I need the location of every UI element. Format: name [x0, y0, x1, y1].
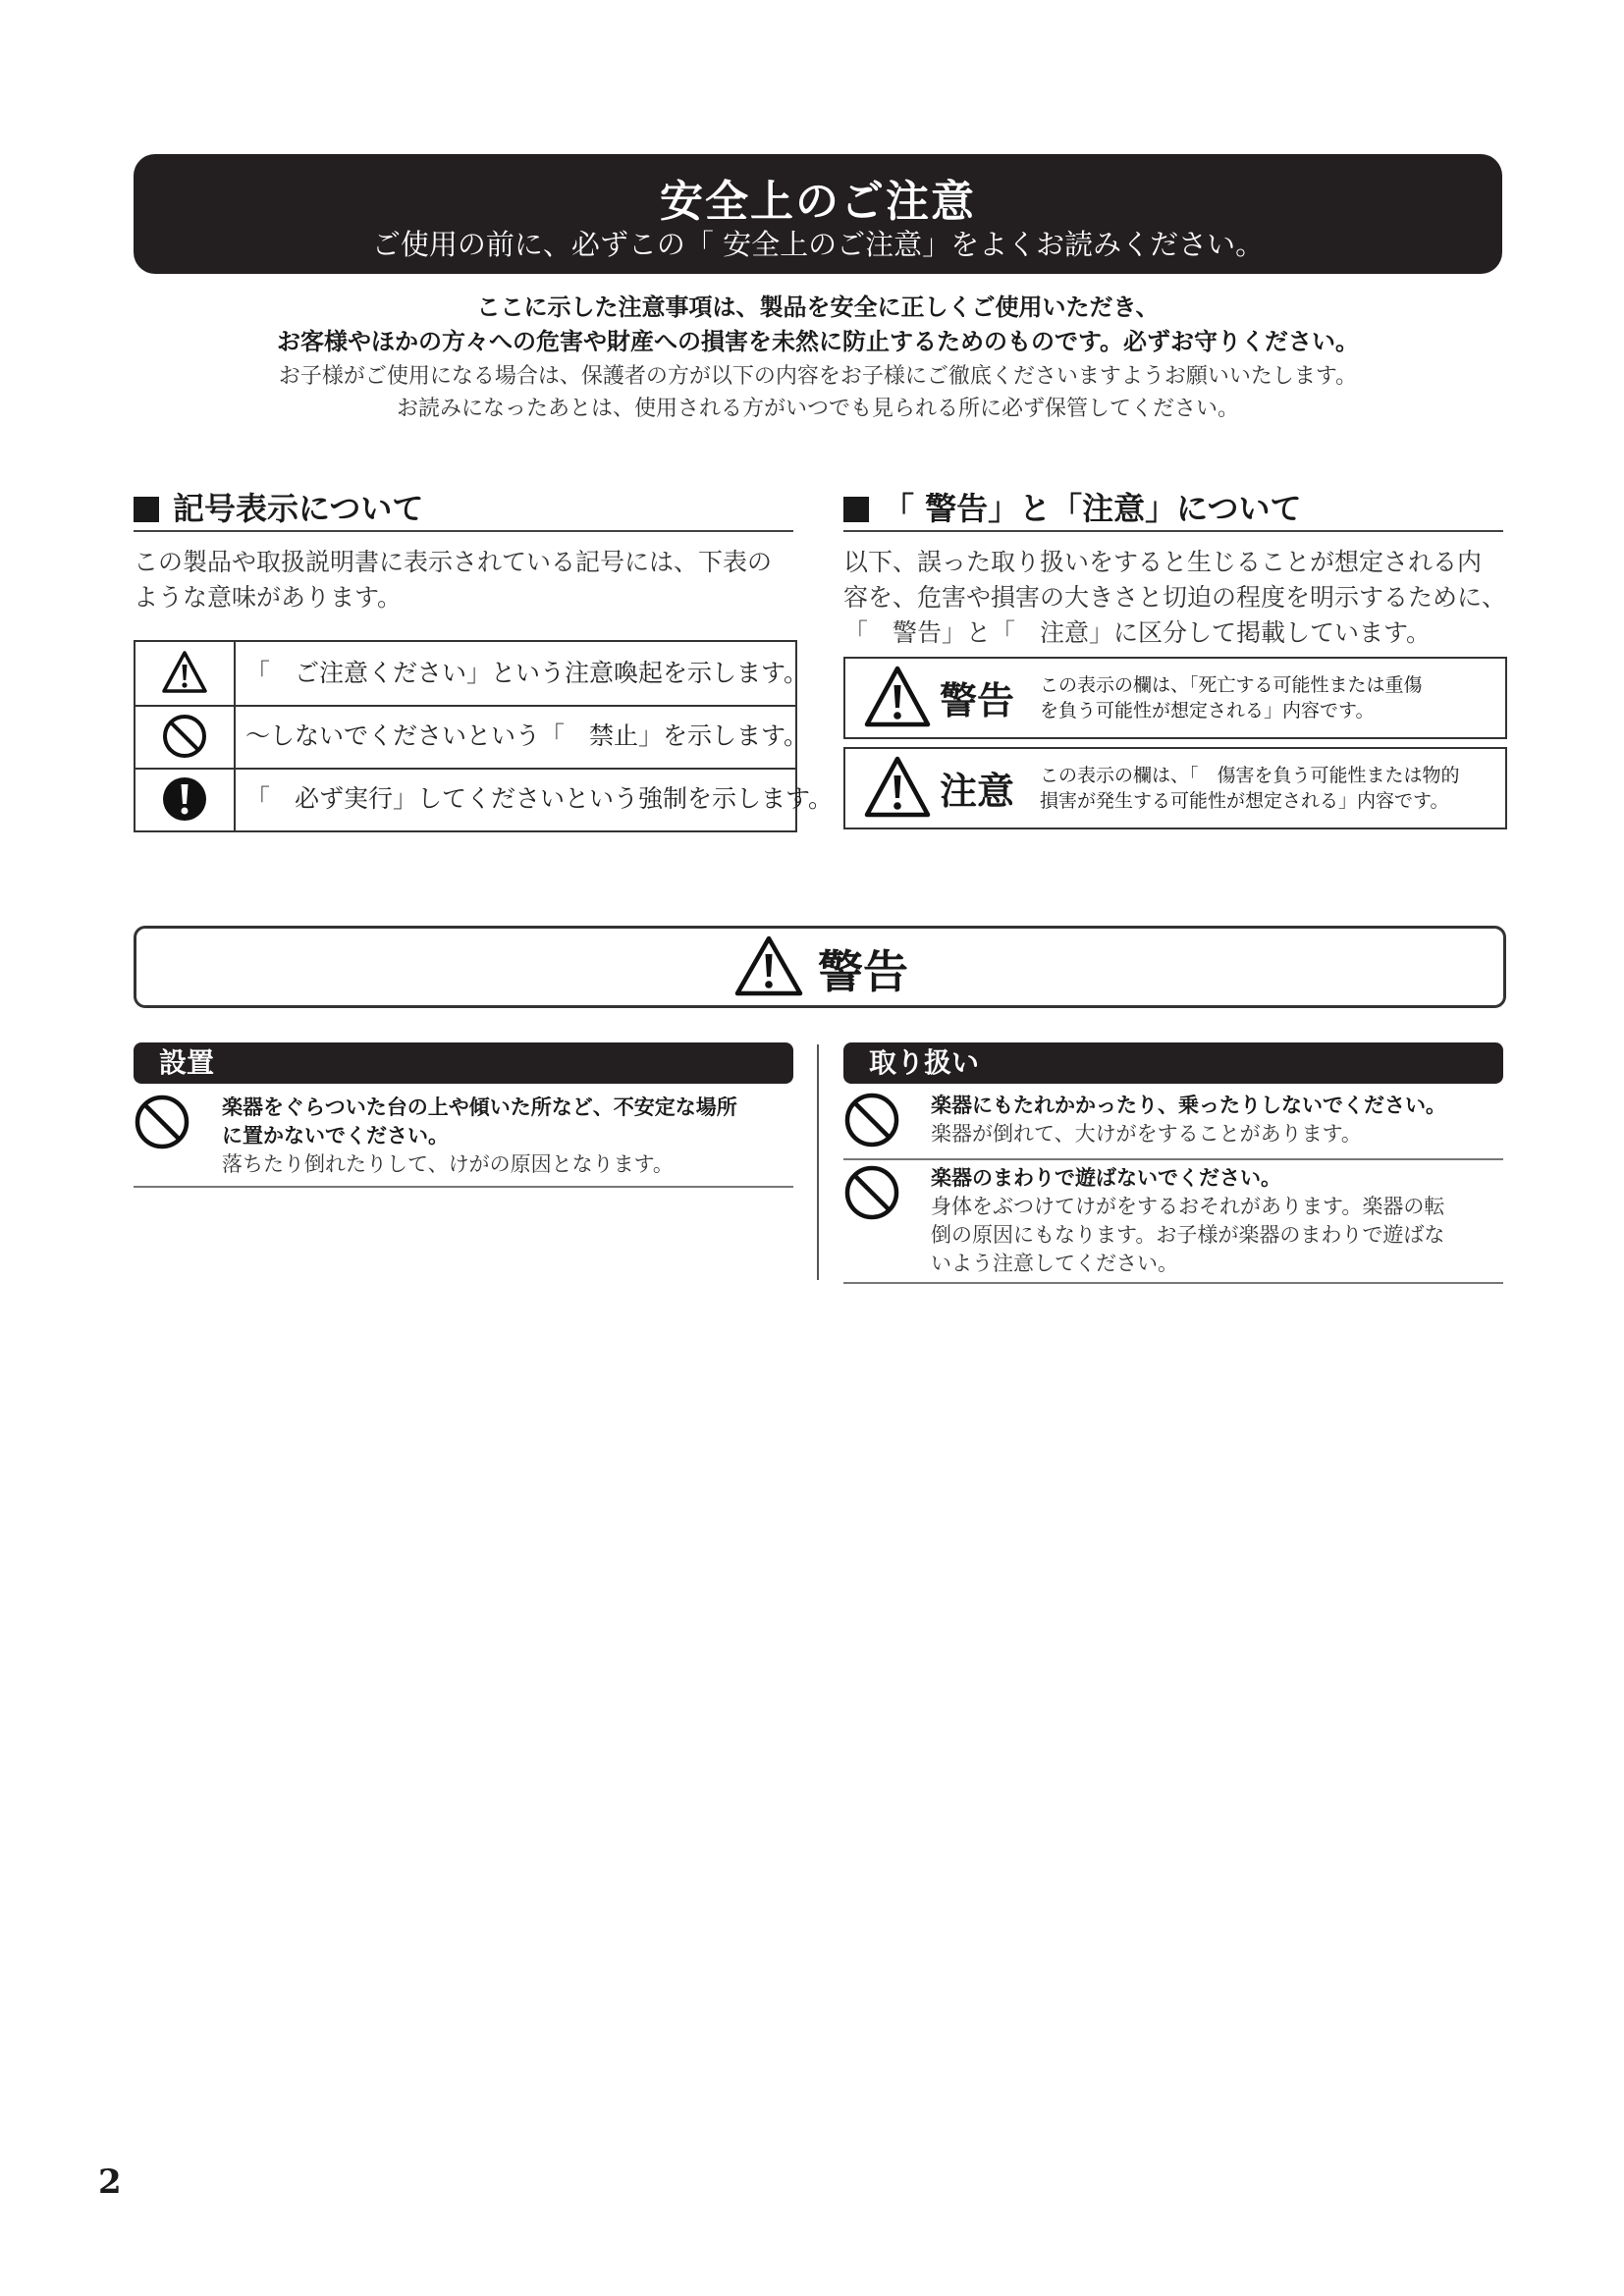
handling-item-1-note: 楽器が倒れて、大けがをすることがあります。 [931, 1122, 1362, 1146]
handling-item-2-note-2: 倒の原因にもなります。お子様が楽器のまわりで遊ばな [931, 1223, 1445, 1247]
caution-desc: この表示の欄は、「 傷害を負う可能性または物的 損害が発生する可能性が想定される」内容です。 [1040, 765, 1460, 812]
warning-triangle-icon [863, 665, 932, 729]
square-bullet-icon [843, 497, 869, 522]
handling-bar: 取り扱い [843, 1042, 1503, 1084]
symbol-row-prohibit [135, 705, 809, 770]
page-title: 安全上のご注意 [660, 177, 976, 227]
symbol-row-mandatory [135, 768, 834, 830]
prohibition-icon [134, 1094, 190, 1150]
installation-bar: 設置 [134, 1042, 793, 1084]
symbol-row-text: 「 必ず実行」してくださいという強制を示します。 [245, 784, 834, 813]
page-number: 2 [98, 2163, 122, 2202]
symbol-row-caution [135, 642, 809, 707]
warning-triangle-icon [161, 650, 208, 695]
divider [134, 1186, 793, 1188]
mandatory-icon [161, 775, 208, 823]
warning-triangle-icon [733, 934, 804, 997]
symbol-row-text: ～しないでくださいという「 禁止」を示します。 [245, 721, 809, 750]
prohibition-icon [161, 713, 208, 760]
intro-line-2: お客様やほかの方々への危害や財産への損害を未然に防止するためのものです。必ずお守りください。 [276, 328, 1360, 355]
installation-item-bold-1: 楽器をぐらついた台の上や傾いた所など、不安定な場所 [222, 1095, 737, 1119]
square-bullet-icon [134, 497, 159, 522]
symbols-desc-line-2: ような意味があります。 [134, 583, 403, 612]
symbol-table [134, 640, 834, 832]
symbols-heading: 記号表示について [134, 487, 793, 532]
warning-caution-heading: 「 警告」と「注意」について [843, 487, 1503, 532]
prohibition-icon [843, 1164, 900, 1221]
caution-label: 注意 [940, 770, 1015, 813]
handling-item-2-note-1: 身体をぶつけてけがをするおそれがあります。楽器の転 [931, 1195, 1445, 1218]
installation-item-bold-2: に置かないでください。 [222, 1124, 449, 1148]
handling-item-1-bold: 楽器にもたれかかったり、乗ったりしないでください。 [931, 1094, 1446, 1117]
wc-desc-line-2: 容を、危害や損害の大きさと切迫の程度を明示するために、 [843, 583, 1507, 612]
symbol-row-text: 「 ご注意ください」という注意喚起を示します。 [245, 659, 809, 687]
prohibition-icon [843, 1092, 900, 1148]
wc-desc-line-1: 以下、誤った取り扱いをすると生じることが想定される内 [843, 548, 1483, 576]
page-subtitle: ご使用の前に、必ずこの「 安全上のご注意」をよくお読みください。 [371, 228, 1265, 261]
installation-item-note: 落ちたり倒れたりして、けがの原因となります。 [222, 1152, 674, 1176]
warning-label: 警告 [940, 679, 1015, 722]
warning-definition-box [843, 657, 1507, 739]
intro-line-3: お子様がご使用になる場合は、保護者の方が以下の内容をお子様にご徹底くださいますようお願いいたします。 [278, 364, 1358, 389]
column-divider [817, 1044, 819, 1280]
handling-item-2-bold: 楽器のまわりで遊ばないでください。 [931, 1166, 1281, 1190]
divider [843, 1282, 1503, 1284]
divider [843, 1158, 1503, 1160]
intro-line-1: ここに示した注意事項は、製品を安全に正しくご使用いただき、 [476, 294, 1160, 321]
warning-triangle-icon [863, 755, 932, 820]
warning-section-header [134, 926, 1506, 1008]
handling-item-2-note-3: いよう注意してください。 [931, 1252, 1178, 1275]
symbols-desc-line-1: この製品や取扱説明書に表示されている記号には、下表の [134, 548, 773, 576]
intro-line-4: お読みになったあとは、使用される方がいつでも見られる所に必ず保管してください。 [396, 397, 1239, 421]
warning-desc: この表示の欄は、「死亡する可能性または重傷 を負う可能性が想定される」内容です。 [1040, 674, 1423, 721]
wc-desc-line-3: 「 警告」と「 注意」に区分して掲載しています。 [843, 618, 1432, 647]
title-banner [134, 154, 1502, 274]
warning-header-label: 警告 [818, 945, 908, 998]
caution-definition-box [843, 747, 1507, 829]
